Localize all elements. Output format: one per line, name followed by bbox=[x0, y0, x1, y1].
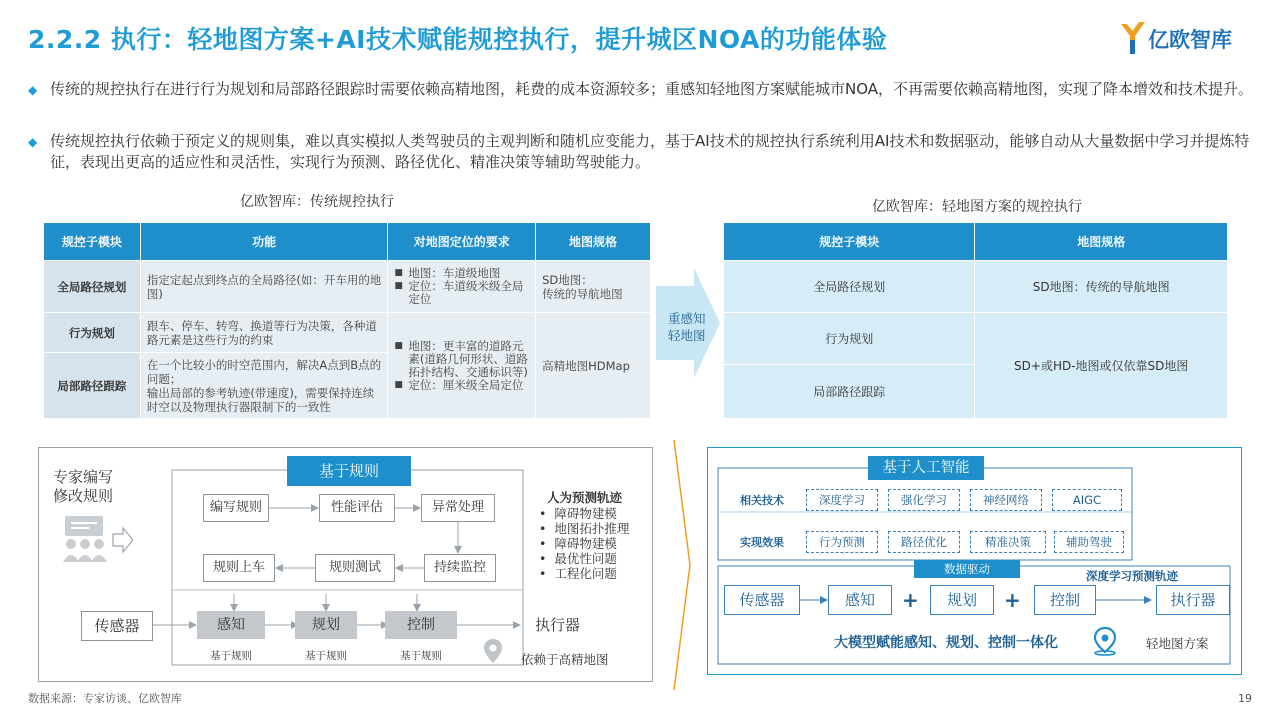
logo-mark-icon bbox=[1118, 18, 1148, 58]
list-item: • 障碍物建模 bbox=[539, 506, 617, 521]
transition-label-line: 重感知 bbox=[668, 311, 706, 326]
transition-label bbox=[668, 310, 706, 344]
perception-box: 感知 bbox=[197, 611, 265, 639]
table-header: 功能 bbox=[140, 223, 388, 261]
function-cell: 指定定起点到终点的全局路径(如：开车用的地图) bbox=[140, 261, 388, 313]
list-item: • 工程化问题 bbox=[539, 566, 617, 581]
diamond-bullet-icon: ◆ bbox=[28, 83, 38, 97]
planning-box: 规划 bbox=[295, 611, 357, 639]
table-header: 规控子模块 bbox=[724, 223, 975, 261]
module-cell: 行为规划 bbox=[724, 313, 975, 365]
page-title: 2.2.2 执行：轻地图方案+AI技术赋能规控执行，提升城区NOA的功能体验 bbox=[28, 25, 888, 54]
map-pin-icon bbox=[483, 638, 503, 664]
effect-item: 精准决策 bbox=[970, 531, 1046, 553]
rule-sub-label: 基于规则 bbox=[305, 650, 347, 662]
rule-box: 编写规则 bbox=[203, 494, 269, 522]
spec-cell: SD地图：传统的导航地图 bbox=[975, 261, 1228, 313]
predict-title: 人为预测轨迹 bbox=[547, 490, 623, 505]
diamond-bullet-icon: ◆ bbox=[28, 135, 38, 149]
sensor-box: 传感器 bbox=[81, 611, 153, 641]
rule-box: 持续监控 bbox=[424, 554, 496, 582]
expert-label: 专家编写 修改规则 bbox=[53, 468, 114, 505]
planning-box: 规划 bbox=[930, 585, 994, 615]
effect-item: 行为预测 bbox=[806, 531, 878, 553]
data-driven-label: 数据驱动 bbox=[914, 560, 1020, 578]
rule-based-diagram bbox=[38, 447, 653, 682]
effect-item: 路径优化 bbox=[888, 531, 960, 553]
table-header: 地图规格 bbox=[975, 223, 1228, 261]
bullet-text: 传统的规控执行在进行行为规划和局部路径跟踪时需要依赖高精地图，耗费的成本资源较多；重感知轻地图方案赋能城市NOA，不再需要依赖高精地图，实现了降本增效和技术提升。 bbox=[50, 80, 1254, 98]
logo bbox=[1118, 18, 1268, 58]
light-map-control-table bbox=[723, 222, 1228, 419]
tech-item: 深度学习 bbox=[806, 489, 878, 511]
data-source: 数据来源：专家访谈、亿欧智库 bbox=[28, 692, 182, 705]
rule-box: 规则测试 bbox=[315, 554, 395, 582]
sensor-box: 传感器 bbox=[724, 585, 800, 615]
traditional-control-table bbox=[43, 222, 651, 419]
transition-label-line: 轻地图 bbox=[668, 328, 706, 343]
spec-cell: SD+或HD-地图或仅依靠SD地图 bbox=[975, 313, 1228, 419]
deep-learning-label: 深度学习预测轨迹 bbox=[1086, 569, 1178, 583]
predict-list bbox=[539, 506, 629, 581]
big-model-label: 大模型赋能感知、规划、控制一体化 bbox=[834, 635, 1058, 651]
list-item: • 最优性问题 bbox=[539, 551, 617, 566]
table-header: 对地图定位的要求 bbox=[388, 223, 536, 261]
depend-label: 依赖于高精地图 bbox=[521, 652, 609, 667]
rule-based-title: 基于规则 bbox=[287, 456, 411, 486]
executor-label: 执行器 bbox=[535, 616, 581, 634]
rule-sub-label: 基于规则 bbox=[400, 650, 442, 662]
module-cell: 局部路径跟踪 bbox=[44, 353, 141, 419]
rule-box: 性能评估 bbox=[319, 494, 395, 522]
table-header: 地图规格 bbox=[536, 223, 651, 261]
control-box: 控制 bbox=[1034, 585, 1096, 615]
plus-icon: + bbox=[902, 588, 919, 612]
effect-label: 实现效果 bbox=[740, 536, 784, 549]
bullet-point bbox=[28, 131, 1263, 173]
list-item: • 障碍物建模 bbox=[539, 536, 617, 551]
left-table-caption: 亿欧智库：传统规控执行 bbox=[240, 194, 394, 210]
executor-box: 执行器 bbox=[1156, 585, 1230, 615]
perception-box: 感知 bbox=[828, 585, 892, 615]
logo-text: 亿欧智库 bbox=[1148, 28, 1232, 52]
page-number: 19 bbox=[1238, 692, 1252, 705]
requirement-cell bbox=[388, 313, 536, 419]
map-pin-icon bbox=[1092, 626, 1118, 656]
tech-item: AIGC bbox=[1052, 489, 1122, 511]
rule-sub-label: 基于规则 bbox=[210, 650, 252, 662]
module-cell: 行为规划 bbox=[44, 313, 141, 353]
rule-box: 规则上车 bbox=[203, 554, 275, 582]
spec-cell: SD地图： 传统的导航地图 bbox=[536, 261, 651, 313]
transition-arrow bbox=[656, 268, 720, 378]
table-header: 规控子模块 bbox=[44, 223, 141, 261]
effect-item: 辅助驾驶 bbox=[1054, 531, 1124, 553]
right-table-caption: 亿欧智库：轻地图方案的规控执行 bbox=[872, 199, 1082, 215]
requirement-item: ■ 定位：车道级米级全局定位 bbox=[394, 280, 529, 306]
function-cell: 在一个比较小的时空范围内，解决A点到B点的问题； 输出局部的参考轨迹(带速度)，需要保持连续时空以及物理执行器限制下的一致性 bbox=[140, 353, 388, 419]
function-cell: 跟车、停车、转弯、换道等行为决策，各种道路元素是这些行为的约束 bbox=[140, 313, 388, 353]
list-item: • 地图拓扑推理 bbox=[539, 521, 630, 536]
requirement-cell bbox=[388, 261, 536, 313]
spec-cell: 高精地图HDMap bbox=[536, 313, 651, 419]
control-box: 控制 bbox=[385, 611, 457, 639]
chevron-right-icon bbox=[670, 440, 694, 690]
bullet-text: 传统规控执行依赖于预定义的规则集，难以真实模拟人类驾驶员的主观判断和随机应变能力，基于AI技术的规控执行系统利用AI技术和数据驱动，能够自动从大量数据中学习并提炼特征，表现出更高的适应性和灵活性，实现行为预测、路径优化、精准决策等辅助驾驶能力。 bbox=[50, 132, 1250, 171]
module-cell: 全局路径规划 bbox=[724, 261, 975, 313]
plus-icon: + bbox=[1004, 588, 1021, 612]
rule-box: 异常处理 bbox=[421, 494, 495, 522]
tech-label: 相关技术 bbox=[740, 494, 784, 507]
tech-item: 神经网络 bbox=[970, 489, 1042, 511]
ai-based-title: 基于人工智能 bbox=[868, 456, 984, 480]
requirement-item: ■ 地图：车道级地图 bbox=[394, 267, 529, 280]
divider-arrow bbox=[670, 440, 694, 690]
ai-based-diagram bbox=[707, 447, 1242, 675]
bullet-point bbox=[28, 79, 1263, 101]
module-cell: 全局路径规划 bbox=[44, 261, 141, 313]
tech-item: 强化学习 bbox=[888, 489, 960, 511]
requirement-item: ■ 定位：厘米级全局定位 bbox=[394, 379, 529, 392]
light-map-label: 轻地图方案 bbox=[1146, 636, 1209, 651]
module-cell: 局部路径跟踪 bbox=[724, 365, 975, 419]
requirement-item: ■ 地图：更丰富的道路元素(道路几何形状、道路拓扑结构、交通标识等) bbox=[394, 340, 529, 379]
